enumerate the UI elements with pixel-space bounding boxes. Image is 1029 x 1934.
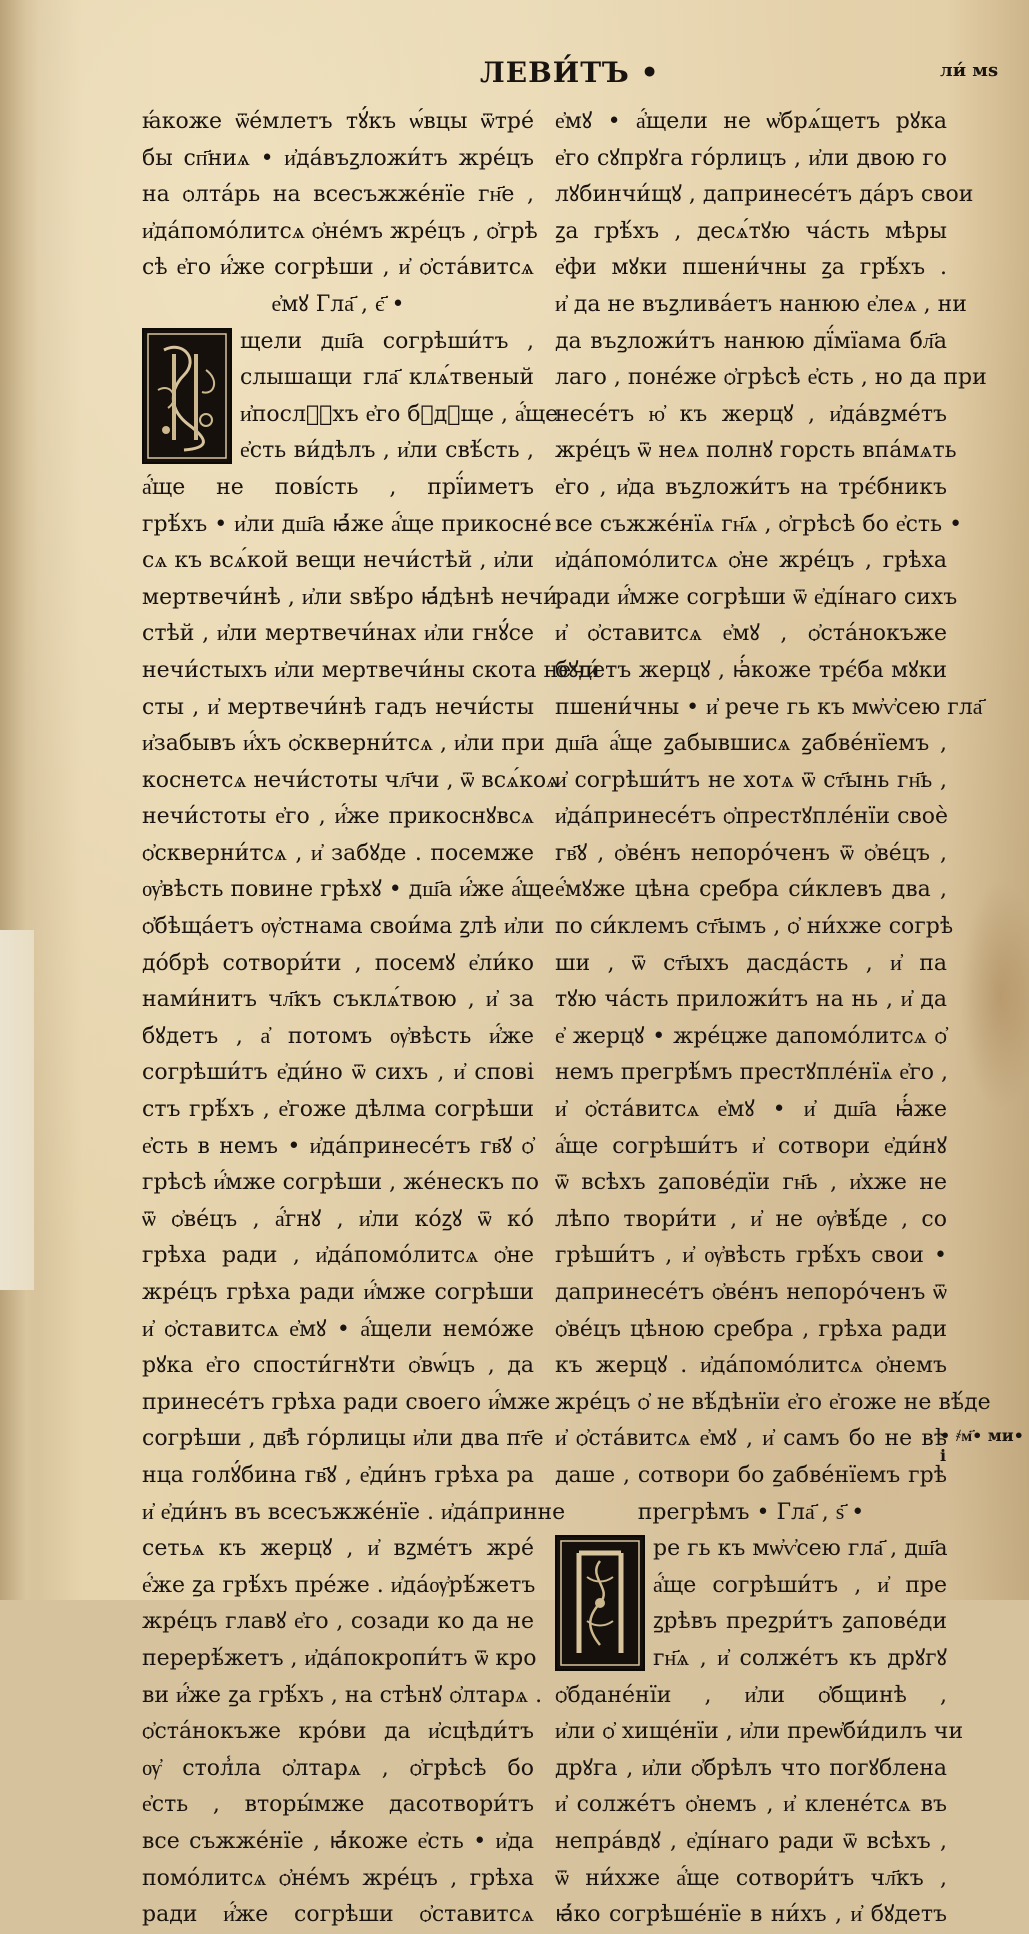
text-line: грѣ́хъ • и҆ли дш҃а ꙗ҆́же а҆́ще прикосне́: [142, 511, 552, 537]
text-line: согрѣши , дв҃ѣ го́рлицы и҆ли два пт҃е: [142, 1426, 544, 1452]
text-line: а҆́ще согрѣши́тъ и҆ сотвори е҆ди́нꙋ: [555, 1133, 947, 1159]
text-line: е҆сть ви́дѣлъ , и҆ли свѣ́сть ,: [240, 438, 534, 464]
text-line: грѣши́тъ , и҆ ѹ҆вѣсть грѣ́хъ свои •: [555, 1243, 947, 1269]
text-line: и҆да́помо́литсѧ ѻ҆не жре́цъ , грѣха: [555, 548, 947, 574]
text-line: жре́цъ грѣха ради и҆́мже согрѣши: [142, 1280, 534, 1305]
text-line: сты , и҆ мертвечи́нѣ гадъ нечи́сты: [142, 694, 534, 720]
text-line: е҆сть , вторы́мже дасотвори́тъ: [142, 1792, 534, 1818]
text-line: немъ прегрѣ́мъ престꙋпле́нїѧ е҆го ,: [555, 1060, 948, 1086]
text-line: и҆ли ѻ҆ хище́нїи , и҆ли преѡ҆би́дилъ чи: [555, 1719, 964, 1745]
text-line: жре́цъ ѿ неѧ полнꙋ горсть впа́мѧть: [555, 438, 957, 464]
text-line: ѻ҆бѣща́етъ ѹ҆стнама свои́ма ꙁлѣ и҆ли: [142, 914, 545, 940]
decorated-initial-icon: [142, 328, 232, 464]
text-line: и҆ ѻ҆ста́витсѧ е҆мꙋ • и҆ дш҃а ꙗ҆́же: [555, 1097, 947, 1123]
text-line: е҆го сꙋпрꙋга го́рлицъ , и҆ли двою го: [555, 145, 947, 171]
text-line: по си́клемъ ст҃ымъ , ѻ҆ ни́хже согрѣ: [555, 914, 954, 940]
text-line: все съжже́нїе , ꙗ҆́коже е҆сть • и҆да: [142, 1828, 534, 1854]
text-line: нца голꙋ́бина гв҃ꙋ , е҆ди́нъ грѣха ра: [142, 1462, 534, 1488]
text-line: ѹ҆ стол̾ла ѻ҆лтарѧ , ѻ҆грѣсѣ бо: [142, 1755, 534, 1781]
text-line: грѣха ради , и҆да́помо́литсѧ ѻ҆не: [142, 1243, 534, 1269]
text-line: на ѻлта́рь на всесъжже́нїе гн҃е ,: [142, 182, 534, 208]
text-line: е҆́мꙋже цѣна сребра си́клевъ два ,: [555, 877, 947, 903]
text-line: ѻ҆ве́цъ цѣною сребра , грѣха ради: [555, 1316, 947, 1342]
text-line: жре́цъ главꙋ е҆го , созади ко да не: [142, 1609, 534, 1635]
text-line: гв҃ꙋ , ѻ҆ве́нъ непоро́ченъ ѿ ѻ҆ве́цъ ,: [555, 840, 947, 866]
text-line: дапринесе́тъ ѻ҆ве́нъ непоро́ченъ ѿ: [555, 1280, 947, 1305]
text-line: рꙋка е҆го спости́гнꙋти ѻ҆вѡ́цъ , да: [142, 1353, 534, 1379]
text-line: лꙋбинчи́щꙋ , дапринесе́тъ да́ръ свои: [555, 182, 974, 208]
text-line: жре́цъ ѻ҆ не вѣ́дѣнїи е҆го е҆гоже не вѣ́де: [555, 1389, 991, 1415]
text-line: грѣсѣ и҆́мже согрѣши , же́нескъ по: [142, 1170, 540, 1196]
text-line: е҆мꙋ • а҆́щели не ѡ҆брѧ́щетъ рꙋка: [555, 109, 947, 134]
text-line: тꙋю ча́сть приложи́тъ на нь , и҆ да: [555, 987, 947, 1013]
text-line: и҆забывъ и҆́хъ ѻ҆скверни́тсѧ , и҆ли при: [142, 731, 545, 757]
text-line: е҆ жерцꙋ • жре́цже дапомо́литсѧ ѻ҆: [555, 1023, 947, 1049]
text-line: ꙁа грѣ́хъ , десѧ́тꙋю ча́сть мѣры: [555, 218, 947, 244]
text-line: слышащи гла҃ клѧ́твеный: [240, 365, 534, 391]
text-line: дрꙋга , и҆ли ѻ҆брѣлъ что погꙋблена: [555, 1755, 947, 1781]
text-line: и҆посл꙽ꙋхъ е҆го бꙋдꙋще , а҆́ще: [240, 401, 559, 427]
text-line: е҆сть в немъ • и҆да́принесе́тъ гв҃ꙋ ѻ҆: [142, 1133, 534, 1159]
text-line: е҆́же ꙁа грѣ́хъ пре́же . и҆да́ѹ҆рѣ́жетъ: [142, 1572, 536, 1598]
text-line: бꙋдетъ , а҆ потомъ ѹ҆вѣсть и҆́же: [142, 1023, 534, 1049]
text-line: ради и҆́мже согрѣши ѿ е҆ді́наго сихъ: [555, 584, 958, 610]
text-line: лѣпо твори́ти , и҆ не ѹ҆вѣ́де , со: [555, 1206, 947, 1232]
text-line: бы сп҃ниѧ • и҆да́въꙁложи́тъ жре́цъ: [142, 145, 534, 171]
text-line: согрѣши́тъ е҆ди́но ѿ сихъ , и҆ спові: [142, 1060, 534, 1086]
text-line: ꙗ́коже ѿе́млетъ тꙋ́къ ѡ́вцы ѿтре́: [142, 109, 534, 134]
text-line: ѿ ни́хже а҆́ще сотвори́тъ чл҃къ ,: [555, 1865, 947, 1891]
text-line: и҆ да не въꙁлива́етъ нанюю е҆леѧ , ни: [555, 291, 967, 317]
text-line: сѧ къ всѧ́кой вещи нечи́стѣй , и҆ли: [142, 548, 534, 574]
text-line: и҆да́помо́литсѧ ѻ҆не́мъ жре́цъ , ѻ҆грѣ: [142, 218, 538, 244]
paper-stain: [959, 880, 1029, 1110]
text-line: стъ грѣ́хъ , е҆гоже дѣлма согрѣши: [142, 1097, 534, 1123]
text-line: и҆ е҆ди́нъ въ всесъжже́нїе . и҆да́принне: [142, 1499, 566, 1525]
text-line: сетьѧ къ жерцꙋ , и҆ вꙁме́тъ жре́: [142, 1536, 534, 1562]
text-line: ѹ҆вѣсть повине грѣхꙋ • дш҃а и҆́же а҆́ще: [142, 877, 555, 903]
chapter-heading: е҆мꙋ Гла҃ , є҃ •: [271, 291, 405, 317]
text-line: е҆фи мꙋки пшени́чны ꙁа грѣ́хъ .: [555, 255, 947, 281]
text-line: стѣй , и҆ли мертвечи́нах и҆ли гнꙋ́се: [142, 621, 534, 647]
text-line: дш҃а а҆́ще ꙁабывшисѧ ꙁабве́нїемъ ,: [555, 731, 947, 757]
text-line: ꙗ҆́ко согрѣше́нїе в ни́хъ , и҆ бꙋдетъ: [555, 1902, 947, 1928]
text-line: даше , сотвори бо ꙁабве́нїемъ грѣ: [555, 1462, 947, 1488]
text-line: щели дш҃а согрѣши́тъ ,: [240, 328, 534, 354]
left-text-column: [142, 104, 601, 1934]
decorated-initial-icon: [555, 1535, 645, 1671]
chapter-heading: прегрѣмъ • Гла҃ , ѕ҃ •: [637, 1499, 865, 1525]
text-line: и҆ ѻ҆ставитсѧ е҆мꙋ • а҆́щели немо́же: [142, 1316, 534, 1342]
text-line: и҆ солже́тъ ѻ҆немъ , и҆ клене́тсѧ въ: [555, 1792, 947, 1818]
text-line: пшени́чны • и҆ рече гь къ мѡ҆ѵ҆сею гла҃: [555, 694, 983, 720]
text-line: мертвечи́нѣ , и҆ли ѕвѣ́ро ꙗ҆́дѣнѣ нечи́: [142, 584, 558, 610]
text-line: ви и҆́же ꙁа грѣ́хъ , на стѣнꙋ ѻ҆лтарѧ .: [142, 1682, 543, 1708]
margin-note: • ҂м҃• ми• і: [940, 1426, 1024, 1465]
text-line: ради и҆́же согрѣши ѻ҆ставитсѧ: [142, 1902, 534, 1928]
text-line: лаго , поне́же ѻ҆грѣсѣ е҆сть , но да при: [555, 365, 987, 391]
text-line: принесе́тъ грѣха ради своего и҆́мже: [142, 1389, 551, 1415]
text-line: ре гь къ мѡ҆ѵ҆сею гла҃ , дш҃а: [653, 1536, 948, 1562]
text-line: бꙋдетъ жерцꙋ , ꙗ҆́коже трє́ба мꙋки: [555, 657, 947, 683]
text-line: нечи́стыхъ и҆ли мертвечи́ны скота нечи́: [142, 657, 601, 683]
text-line: непра́вдꙋ , е҆ді́наго ради ѿ всѣхъ ,: [555, 1828, 947, 1854]
text-line: ꙁрѣвъ преꙁри́тъ ꙁапове́ди: [653, 1609, 947, 1635]
text-line: нами́нитъ чл҃къ съклѧ́твою , и҆ за: [142, 987, 534, 1013]
text-line: и҆да́принесе́тъ ѻ҆престꙋпле́нїи своѐ: [555, 804, 949, 830]
text-line: а҆́ще согрѣши́тъ , и҆ пре: [653, 1572, 947, 1598]
text-line: все съжже́нїѧ гн҃ѧ , ѻ҆грѣсѣ бо е҆сть •: [555, 511, 963, 537]
page-left-edge: [0, 0, 38, 1600]
text-line: ѻ҆бдане́нїи , и҆ли ѻ҆бщинѣ ,: [555, 1682, 947, 1708]
text-line: коснетсѧ нечи́стоты чл҃чи , ѿ всѧ́коѧ: [142, 767, 560, 793]
text-line: и҆ ѻ҆ставитсѧ е҆мꙋ , ѻ҆ста́нокъже: [555, 621, 947, 647]
text-line: гн҃ѧ , и҆ солже́тъ къ дрꙋгꙋ: [653, 1645, 947, 1671]
text-line: ѿ ѻ҆ве́цъ , а҆́гнꙋ , и҆ли ко́ꙁꙋ ѿ ко́: [142, 1206, 534, 1232]
text-line: а҆́ще не пові́сть , прї́иметъ: [142, 474, 534, 500]
text-line: ѿ всѣхъ ꙁапове́дїи гн҃ь , и҆хже не: [555, 1170, 947, 1196]
text-line: е҆го , и҆да въꙁложи́тъ на трє́бникъ: [555, 474, 947, 500]
page-header: [0, 56, 1029, 96]
folio-number: ли́ мѕ: [940, 60, 999, 81]
text-line: нечи́стоты е҆го , и҆́же прикоснꙋвсѧ: [142, 804, 534, 830]
text-line: и҆ ѻ҆ста́витсѧ е҆мꙋ , и҆ самъ бо не вѣ: [555, 1426, 947, 1452]
text-line: да въꙁложи́тъ нанюю дї́мїама бл҃а: [555, 328, 947, 354]
text-line: до́брѣ сотвори́ти , посемꙋ е҆ли́ко: [142, 950, 534, 976]
text-line: и҆ согрѣши́тъ не хотѧ ѿ ст҃ынь гн҃ь ,: [555, 767, 947, 793]
text-line: перерѣ́жетъ , и҆да́покропи́тъ ѿ кро: [142, 1645, 537, 1671]
text-line: ѻ҆ста́нокъже кро́ви да и҆сцѣди́тъ: [142, 1719, 534, 1745]
text-line: ши , ѿ ст҃ыхъ дасда́сть , и҆ па: [555, 950, 947, 976]
text-line: несе́тъ ю҆ къ жерцꙋ , и҆да́вꙁме́тъ: [555, 401, 947, 427]
running-title: ЛЕВИ́ТЪ •: [480, 56, 660, 89]
text-line: помо́литсѧ ѻ҆не́мъ жре́цъ , грѣха: [142, 1865, 534, 1891]
text-line: сѣ е҆го и҆́же согрѣши , и҆ ѻ҆ста́витсѧ: [142, 255, 534, 281]
text-line: къ жерцꙋ . и҆да́помо́литсѧ ѻ҆немъ: [555, 1353, 947, 1379]
text-line: ѻ҆скверни́тсѧ , и҆ забꙋде . посемже: [142, 840, 534, 866]
